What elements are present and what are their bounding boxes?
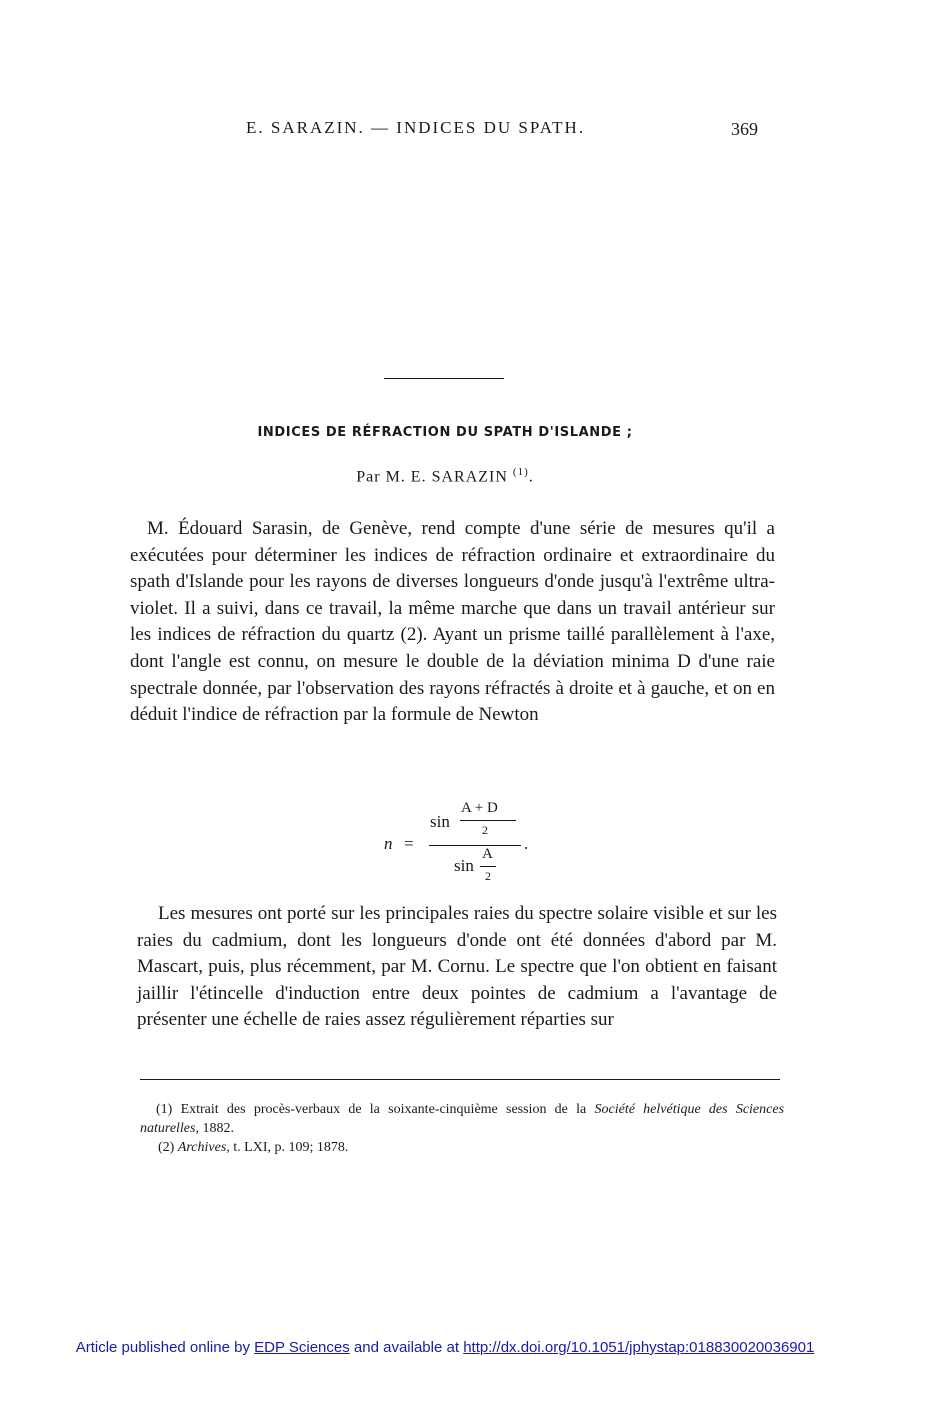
footnote-italic: Société helvétique des Sciences naturelles, bbox=[140, 1102, 785, 1136]
formula-period: . bbox=[524, 834, 529, 853]
footnote-1 bbox=[140, 1100, 784, 1138]
footnote-text: Extrait des procès-verbaux de la soixante-cinquième session de la bbox=[180, 1102, 587, 1117]
formula-equals: = bbox=[404, 834, 414, 853]
footnote-rule bbox=[140, 1079, 780, 1080]
page-number: 369 bbox=[731, 119, 758, 139]
footnote-marker: (2) bbox=[158, 1140, 175, 1155]
footnote-italic: Archives, bbox=[177, 1140, 230, 1155]
separator-rule bbox=[384, 378, 504, 379]
doi-link[interactable]: http://dx.doi.org/10.1051/jphystap:018830020036901 bbox=[463, 1339, 815, 1356]
formula-bottom-denominator: 2 bbox=[485, 869, 491, 883]
formula-top-fraction-bar bbox=[460, 820, 516, 821]
formula-bottom-fraction-bar bbox=[480, 866, 496, 867]
running-title: E. SARAZIN. — INDICES DU SPATH. bbox=[246, 118, 586, 137]
formula-lhs: n bbox=[384, 834, 393, 853]
publisher-footer bbox=[0, 1339, 890, 1356]
running-head bbox=[0, 118, 930, 142]
byline-end: . bbox=[528, 468, 534, 486]
footnotes bbox=[140, 1100, 784, 1157]
paragraph-2: Les mesures ont porté sur les principales raies du spectre solaire visible et sur les raies du cadmium, dont les longueurs d'onde ont été données d'abord par M. Mascart, puis, plus récemment, par M. Cornu. Le spectre que l'on obtient en faisant jaillir l'étincelle d'induction entre deux pointes de cadmium a l'avantage de présenter une échelle de raies assez régulièrement réparties sur bbox=[137, 903, 777, 1031]
formula-top-denominator: 2 bbox=[482, 823, 488, 837]
footnote-text-end: 1882. bbox=[202, 1121, 234, 1136]
formula-top-numerator: A + D bbox=[461, 800, 498, 816]
publisher-link[interactable]: EDP Sciences bbox=[254, 1339, 350, 1356]
footnote-text-end: t. LXI, p. 109; 1878. bbox=[233, 1140, 349, 1155]
formula-sin-bottom: sin bbox=[454, 856, 474, 875]
footnote-marker: (1) bbox=[156, 1102, 173, 1117]
footer-prefix: Article published online by bbox=[75, 1339, 250, 1356]
paragraph-1: M. Édouard Sarasin, de Genève, rend compte d'une série de mesures qu'il a exécutées pour déterminer les indices de réfraction ordinaire et extraordinaire du spath d'Islande pour les rayons de diverses longueurs d'onde jusqu'à l'extrême ultra-violet. Il a suivi, dans ce travail, la même marche que dans un travail antérieur sur les indices de réfraction du quartz (2). Ayant un prisme taillé parallèlement à l'axe, dont l'angle est connu, on mesure le double de la déviation minima D d'une raie spectrale donnée, par l'observation des rayons réfractés à droite et à gauche, et on en déduit l'indice de réfraction par la formule de Newton bbox=[130, 518, 775, 726]
footnote-2 bbox=[140, 1138, 784, 1157]
newton-formula bbox=[384, 798, 544, 890]
footer-middle: and available at bbox=[353, 1339, 460, 1356]
byline bbox=[0, 466, 890, 486]
footnote-ref-1: (1) bbox=[512, 466, 529, 478]
formula-sin-top: sin bbox=[430, 812, 450, 831]
formula-main-fraction-bar bbox=[429, 845, 521, 846]
article-title: INDICES DE RÉFRACTION DU SPATH D'ISLANDE ; bbox=[257, 425, 633, 440]
formula-bottom-numerator: A bbox=[482, 846, 493, 862]
byline-text: Par M. E. SARAZIN bbox=[356, 468, 508, 486]
